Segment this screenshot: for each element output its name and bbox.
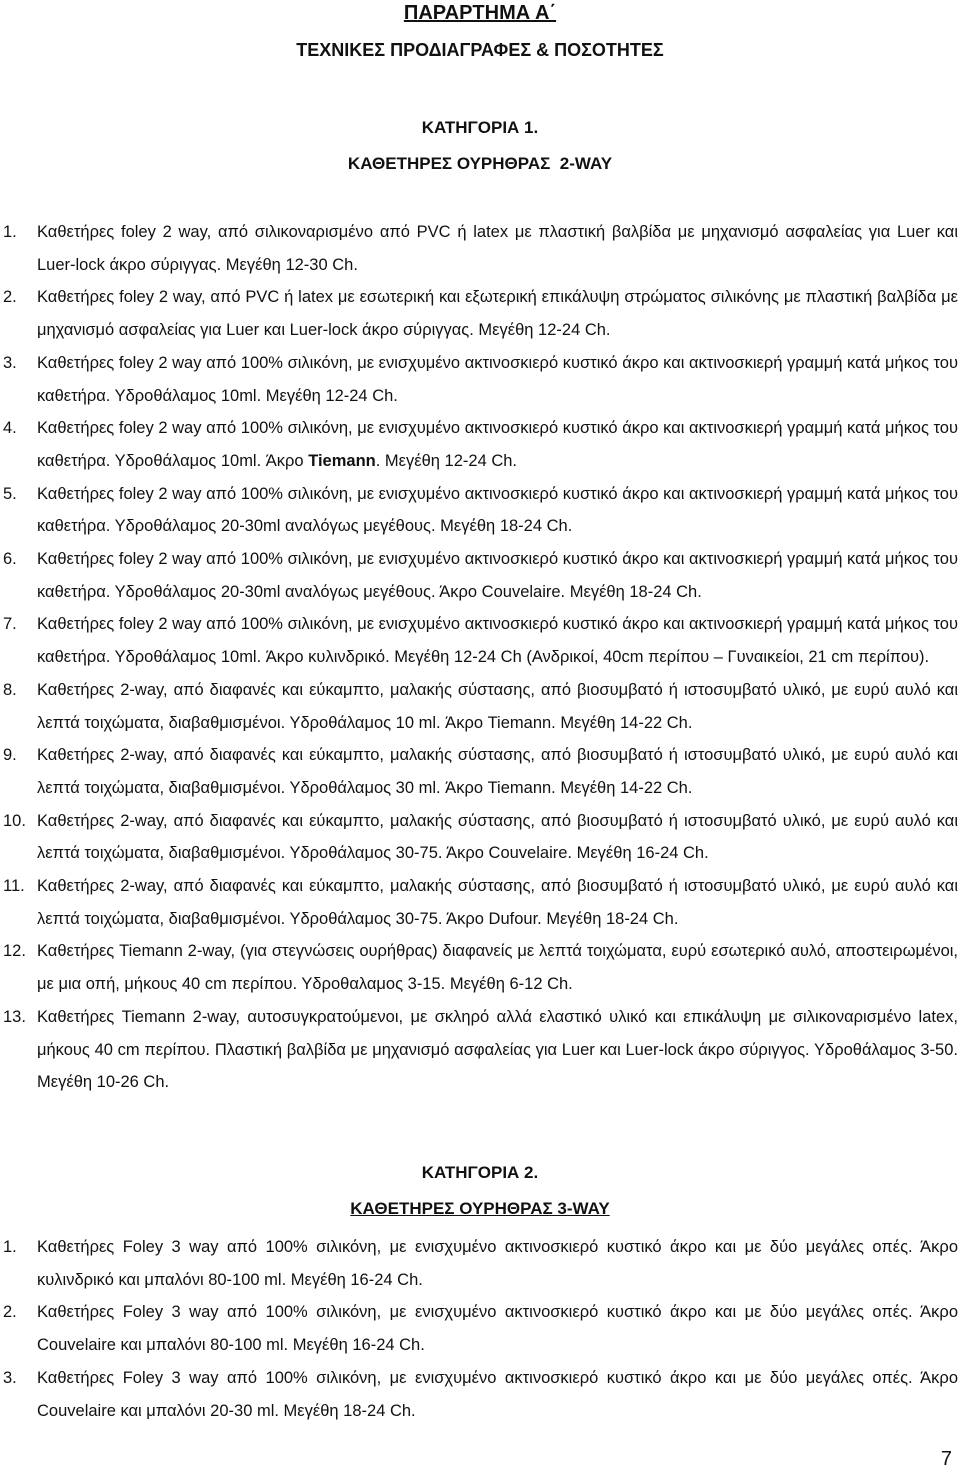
- item-text: Καθετήρες foley 2 way, από PVC ή latex με εσωτερική και εξωτερική επικάλυψη στρώματος σιλικόνης με πλαστική βαλβίδα με μηχανισμό ασφαλείας για Luer και Luer-lock άκρο σύριγγας. Μεγέθη 12-24 Ch.: [37, 288, 958, 340]
- list-item: [0, 1296, 960, 1361]
- item-text: Καθετήρες foley 2 way από 100% σιλικόνη, με ενισχυμένο ακτινοσκιερό κυστικό άκρο και ακτινοσκιερή γραμμή κατά μήκος του καθετήρα. Υδροθάλαμος 10ml. Άκρο κυλινδρικό. Μεγέθη 12-24 Ch (Ανδρικοί, 40cm περίπου – Γυναικείοι, 21 cm περίπου).: [37, 615, 958, 667]
- item-text-part: Καθετήρες foley 2 way από 100% σιλικόνη, με ενισχυμένο ακτινοσκιερό κυστικό άκρο και ακτινοσκιερή γραμμή κατά μήκος του καθετήρα. Υδροθάλαμος 10ml. Άκρο: [37, 419, 958, 470]
- list-item: [0, 935, 960, 1000]
- annex-title: ΠΑΡΑΡΤΗΜΑ Α΄: [403, 2, 557, 24]
- item-text: Καθετήρες Foley 3 way από 100% σιλικόνη, με ενισχυμένο ακτινοσκιερό κυστικό άκρο και με δύο μεγάλες οπές. Άκρο Couvelaire και μπαλόνι 80-100 ml. Μεγέθη 16-24 Ch.: [37, 1303, 958, 1355]
- category1-list: [0, 216, 960, 1099]
- item-number: 1.: [3, 223, 17, 241]
- list-item: [0, 739, 960, 804]
- item-number: 7.: [3, 615, 17, 634]
- item-text: Καθετήρες Tiemann 2-way, (για στεγνώσεις ουρήθρας) διαφανείς με λεπτά τοιχώματα, ευρύ εσωτερικό αυλό, αποστειρωμένοι, με μια οπή, μήκους 40 cm περίπου. Υδροθαλαμος 3-15. Μεγέθη 6-12 Ch.: [37, 942, 958, 994]
- item-number: 2.: [3, 288, 17, 307]
- item-text: Καθετήρες 2-way, από διαφανές και εύκαμπτο, μαλακής σύστασης, από βιοσυμβατό ή ιστοσυμβατό υλικό, με ευρύ αυλό και λεπτά τοιχώματα, διαβαθμισμένοι. Υδροθάλαμος 30 ml. Άκρο Tiemann. Μεγέθη 14-22 Ch.: [37, 746, 958, 797]
- list-item: [0, 1001, 960, 1099]
- list-item: [0, 870, 960, 935]
- item-number: 1.: [3, 1238, 17, 1256]
- spec-title: ΤΕΧΝΙΚΕΣ ΠΡΟΔΙΑΓΡΑΦΕΣ & ΠΟΣΟΤΗΤΕΣ: [296, 40, 664, 60]
- category1-title: ΚΑΤΗΓΟΡΙΑ 1.: [421, 118, 539, 137]
- category2-list: [0, 1231, 960, 1427]
- item-number: 3.: [3, 1368, 17, 1387]
- item-number: 5.: [3, 484, 17, 503]
- category2-title: ΚΑΤΗΓΟΡΙΑ 2.: [421, 1163, 539, 1182]
- item-number: 12.: [3, 942, 26, 961]
- list-item: [0, 478, 960, 543]
- item-text: Καθετήρες foley 2 way από 100% σιλικόνη, με ενισχυμένο ακτινοσκιερό κυστικό άκρο και ακτινοσκιερή γραμμή κατά μήκος του καθετήρα. Υδροθάλαμος 20-30ml αναλόγως μεγέθους. Μεγέθη 18-24 Ch.: [37, 484, 958, 536]
- list-item: [0, 216, 960, 281]
- item-number: 13.: [3, 1007, 26, 1026]
- item-number: 8.: [3, 680, 17, 699]
- item-text: Καθετήρες Foley 3 way από 100% σιλικόνη, με ενισχυμένο ακτινοσκιερό κυστικό άκρο και με δύο μεγάλες οπές. Άκρο κυλινδρικό και μπαλόνι 80-100 ml. Μεγέθη 16-24 Ch.: [37, 1238, 958, 1289]
- list-item: [0, 674, 960, 739]
- list-item: [0, 1231, 960, 1296]
- list-item: [0, 281, 960, 346]
- list-item: [0, 608, 960, 673]
- list-item: [0, 543, 960, 608]
- item-text: Καθετήρες foley 2 way, από σιλικοναρισμένο από PVC ή latex με πλαστική βαλβίδα με μηχανισμό ασφαλείας για Luer και Luer-lock άκρο σύριγγας. Μεγέθη 12-30 Ch.: [37, 223, 958, 274]
- item-number: 10.: [3, 811, 26, 830]
- item-number: 11.: [3, 877, 25, 896]
- item-number: 9.: [3, 746, 17, 765]
- list-item: [0, 347, 960, 412]
- item-text-part: . Μεγέθη 12-24 Ch.: [375, 451, 518, 470]
- item-number: 2.: [3, 1303, 17, 1322]
- item-number: 3.: [3, 353, 17, 372]
- list-item: [0, 805, 960, 870]
- item-text: [37, 412, 958, 477]
- item-text: Καθετήρες foley 2 way από 100% σιλικόνη, με ενισχυμένο ακτινοσκιερό κυστικό άκρο και ακτινοσκιερή γραμμή κατά μήκος του καθετήρα. Υδροθάλαμος 20-30ml αναλόγως μεγέθους. Άκρο Couvelaire. Μεγέθη 18-24 Ch.: [37, 550, 958, 601]
- item-text: Καθετήρες foley 2 way από 100% σιλικόνη, με ενισχυμένο ακτινοσκιερό κυστικό άκρο και ακτινοσκιερή γραμμή κατά μήκος του καθετήρα. Υδροθάλαμος 10ml. Μεγέθη 12-24 Ch.: [37, 353, 958, 405]
- category2-subtitle: ΚΑΘΕΤΗΡΕΣ ΟΥΡΗΘΡΑΣ 3-WAY: [350, 1199, 610, 1218]
- item-number: 6.: [3, 550, 17, 569]
- item-number: 4.: [3, 419, 17, 438]
- item-text: Καθετήρες Foley 3 way από 100% σιλικόνη, με ενισχυμένο ακτινοσκιερό κυστικό άκρο και με δύο μεγάλες οπές. Άκρο Couvelaire και μπαλόνι 20-30 ml. Μεγέθη 18-24 Ch.: [37, 1368, 958, 1420]
- item-text: Καθετήρες Tiemann 2-way, αυτοσυγκρατούμενοι, με σκληρό αλλά ελαστικό υλικό και επικάλυψη με σιλικοναρισμένο latex, μήκους 40 cm περίπου. Πλαστική βαλβίδα με μηχανισμό ασφαλείας για Luer και Luer-lock άκρο σύριγγος. Υδροθάλαμος 3-50. Μεγέθη 10-26 Ch.: [37, 1007, 958, 1092]
- page-number: 7: [940, 1448, 952, 1470]
- item-text: Καθετήρες 2-way, από διαφανές και εύκαμπτο, μαλακής σύστασης, από βιοσυμβατό ή ιστοσυμβατό υλικό, με ευρύ αυλό και λεπτά τοιχώματα, διαβαθμισμένοι. Υδροθάλαμος 10 ml. Άκρο Tiemann. Μεγέθη 14-22 Ch.: [37, 680, 958, 732]
- item-text: Καθετήρες 2-way, από διαφανές και εύκαμπτο, μαλακής σύστασης, από βιοσυμβατό ή ιστοσυμβατό υλικό, με ευρύ αυλό και λεπτά τοιχώματα, διαβαθμισμένοι. Υδροθάλαμος 30-75. Άκρο Couvelaire. Μεγέθη 16-24 Ch.: [37, 811, 958, 863]
- list-item: [0, 1362, 960, 1427]
- item-text-bold: Tiemann: [308, 451, 376, 470]
- item-text: Καθετήρες 2-way, από διαφανές και εύκαμπτο, μαλακής σύστασης, από βιοσυμβατό ή ιστοσυμβατό υλικό, με ευρύ αυλό και λεπτά τοιχώματα, διαβαθμισμένοι. Υδροθάλαμος 30-75. Άκρο Dufour. Μεγέθη 18-24 Ch.: [37, 877, 958, 928]
- list-item: [0, 412, 960, 477]
- category1-subtitle: ΚΑΘΕΤΗΡΕΣ ΟΥΡΗΘΡΑΣ 2-WAY: [347, 154, 613, 173]
